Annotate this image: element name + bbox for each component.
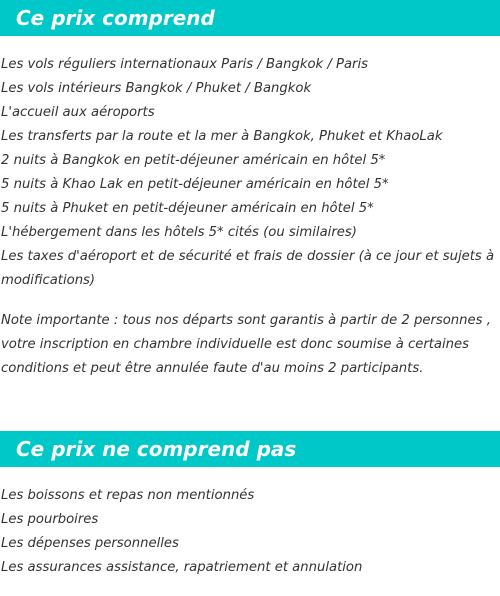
list-item: Les dépenses personnelles (1, 536, 179, 551)
important-note: Note importante : tous nos départs sont garantis à partir de 2 personnes , votre inscription en chambre individuelle est donc soumise à certaines conditions et peut être annulée faute d'au moins 2 participants. (1, 313, 491, 376)
list-item: Les assurances assistance, rapatriement et annulation (1, 560, 363, 575)
includes-section-title: Ce prix comprend (16, 6, 215, 30)
excludes-list (1, 484, 499, 580)
list-item: L'accueil aux aéroports (1, 105, 155, 120)
list-item: 5 nuits à Phuket en petit-déjeuner américain en hôtel 5* (1, 201, 374, 216)
list-item: 2 nuits à Bangkok en petit-déjeuner américain en hôtel 5* (1, 153, 386, 168)
list-item: Les vols réguliers internationaux Paris / Bangkok / Paris (1, 57, 369, 72)
list-item: Les taxes d'aéroport et de sécurité et frais de dossier (à ce jour et sujets à modifications) (1, 249, 495, 288)
list-item: 5 nuits à Khao Lak en petit-déjeuner américain en hôtel 5* (1, 177, 389, 192)
includes-section-header (0, 0, 500, 36)
excludes-section-header (0, 431, 500, 467)
excludes-section-title: Ce prix ne comprend pas (16, 437, 297, 461)
list-item: Les transferts par la route et la mer à Bangkok, Phuket et KhaoLak (1, 129, 443, 144)
includes-list (1, 53, 499, 293)
list-item: Les vols intérieurs Bangkok / Phuket / Bangkok (1, 81, 312, 96)
list-item: Les pourboires (1, 512, 99, 527)
list-item: L'hébergement dans les hôtels 5* cités (ou similaires) (1, 225, 357, 240)
list-item: Les boissons et repas non mentionnés (1, 488, 255, 503)
